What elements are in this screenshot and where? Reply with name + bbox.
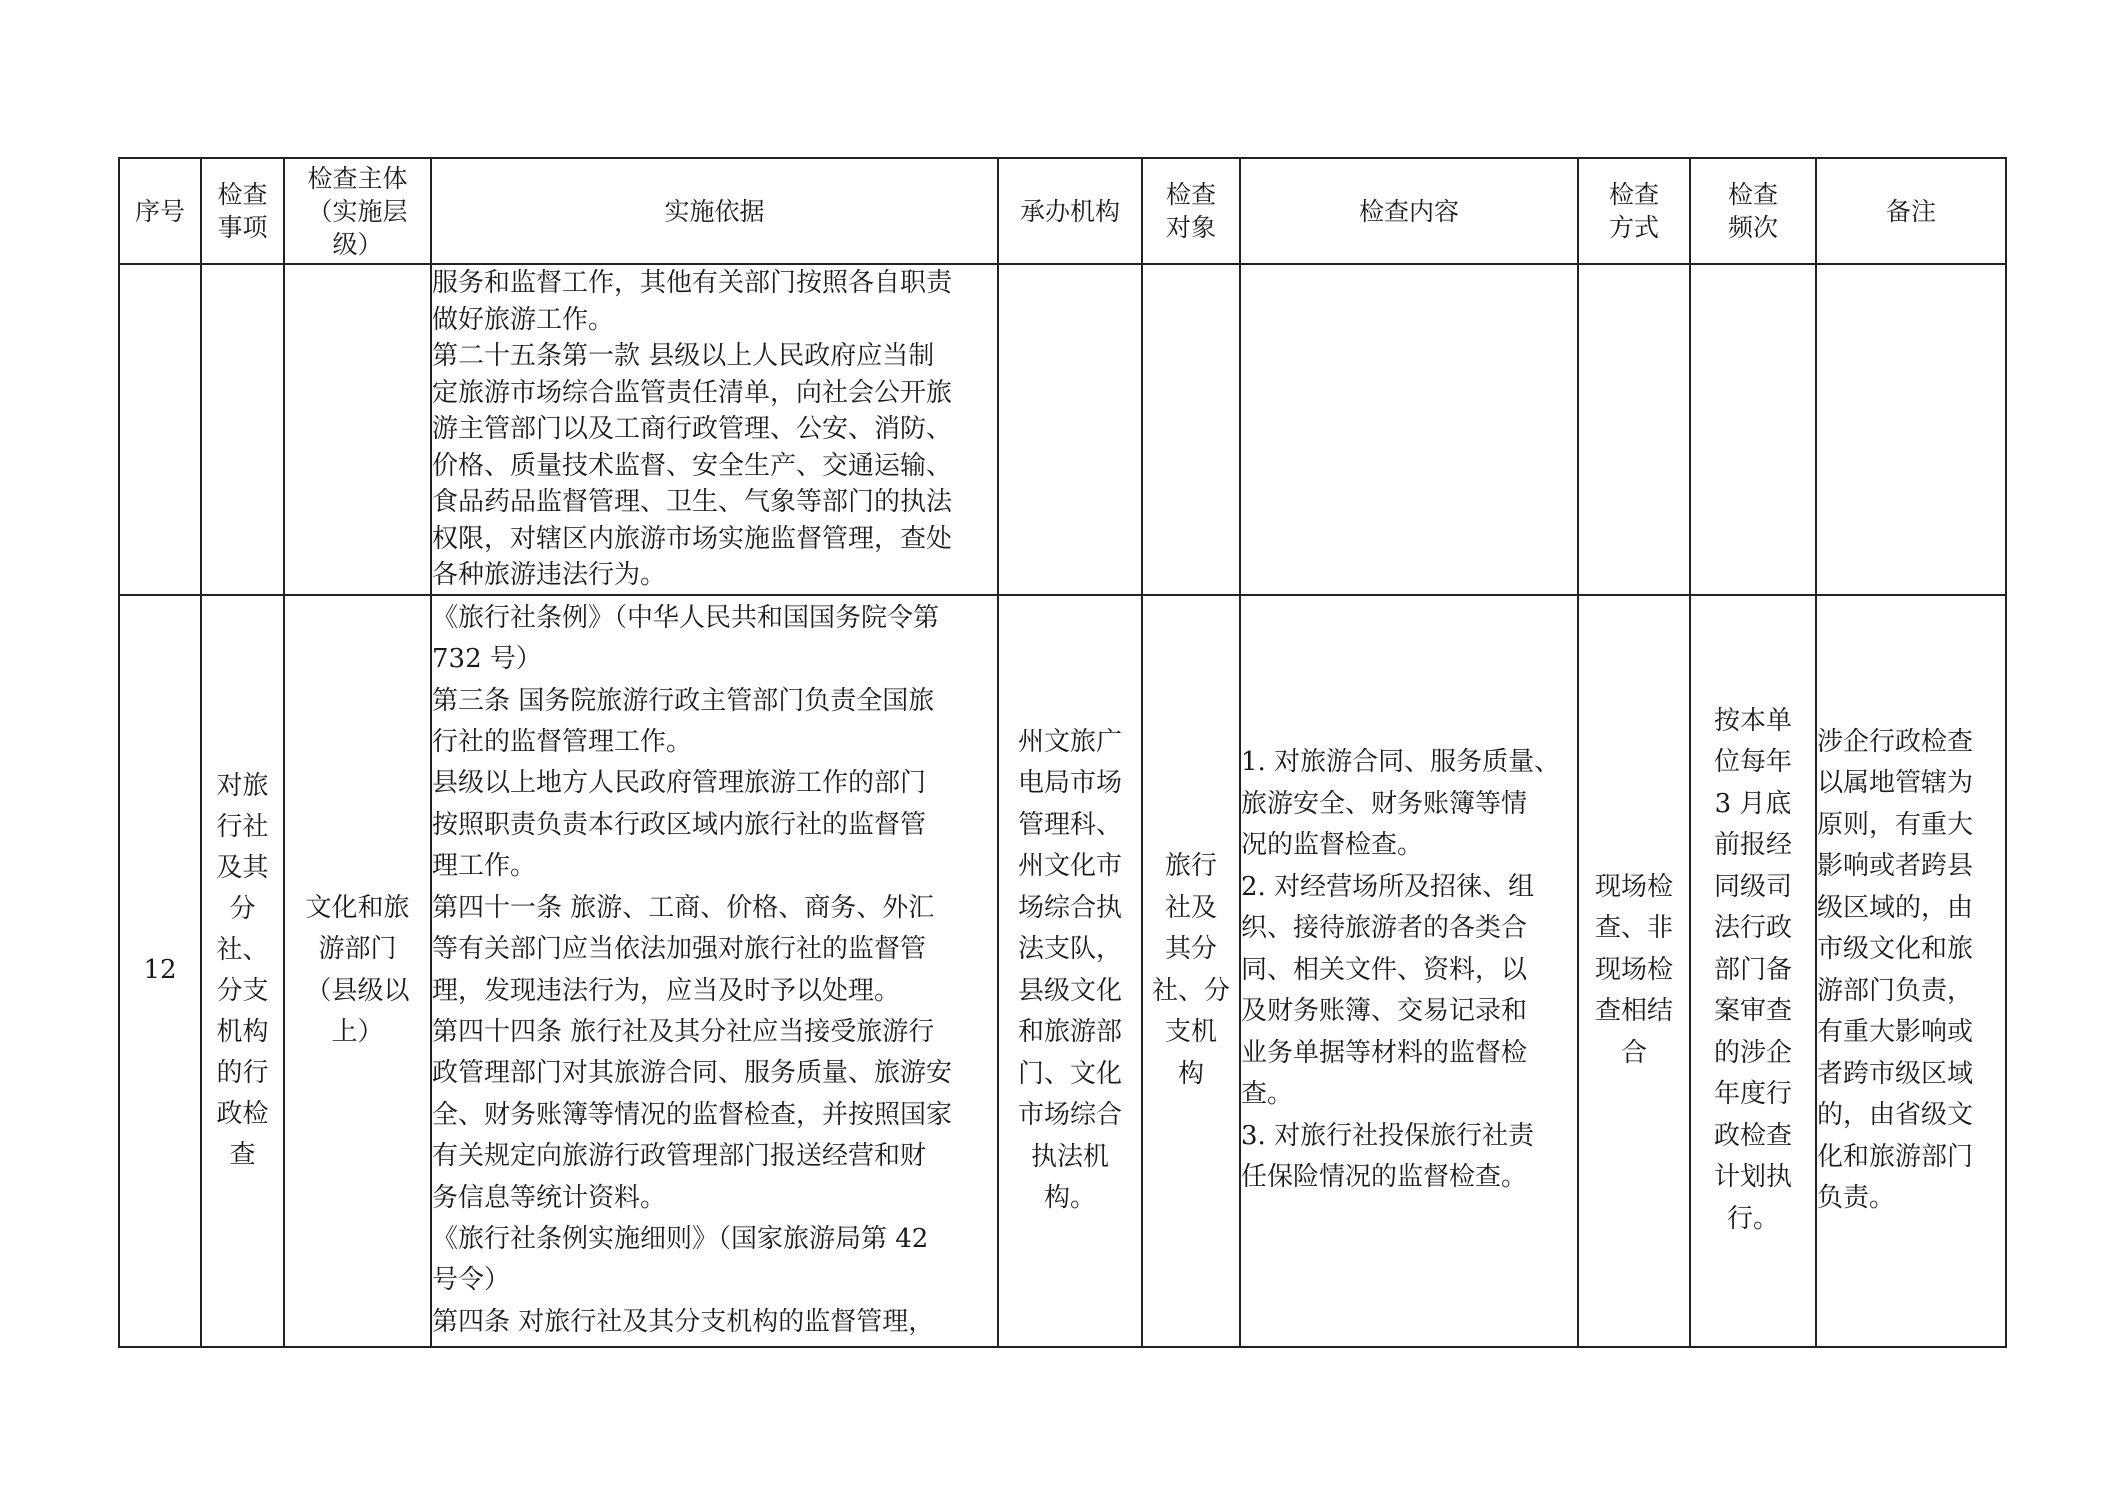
basis-line: 号令） xyxy=(432,1265,511,1296)
cell-subject: 文化和旅 游部门 （县级以 上） xyxy=(284,595,431,1347)
cell-agency-empty xyxy=(998,264,1142,595)
cell-agency: 州文旅广 电局市场 管理科、 州文化市 场综合执 法支队， 县级文化 和旅游部 门、文化 市场综合 执法机 构。 xyxy=(998,595,1142,1347)
header-seq: 序号 xyxy=(119,158,201,264)
basis-line: 食品药品监督管理、卫生、气象等部门的执法 xyxy=(432,487,953,517)
basis-line: 全、财务账簿等情况的监督检查，并按照国家 xyxy=(432,1099,953,1130)
cell-seq-empty xyxy=(119,264,201,595)
cell-object: 旅行 社及 其分 社、分 支机 构 xyxy=(1142,595,1240,1347)
basis-line: 价格、质量技术监督、安全生产、交通运输、 xyxy=(432,450,953,481)
basis-line: 务信息等统计资料。 xyxy=(432,1182,667,1213)
basis-line: 县级以上地方人民政府管理旅游工作的部门 xyxy=(432,768,927,799)
header-frequency: 检查 频次 xyxy=(1690,158,1816,264)
content-line: 2. 对经营场所及招徕、组 xyxy=(1241,871,1535,902)
content-line: 织、接待旅游者的各类合 xyxy=(1241,913,1528,944)
basis-line: 第三条 国务院旅游行政主管部门负责全国旅 xyxy=(432,685,935,716)
basis-line: 第四十一条 旅游、工商、价格、商务、外汇 xyxy=(432,892,935,923)
cell-basis-continued xyxy=(431,264,998,595)
content-line: 3. 对旅行社投保旅行社责 xyxy=(1241,1120,1535,1151)
inspection-table xyxy=(118,157,2007,1348)
cell-item-empty xyxy=(201,264,284,595)
table-row-continued xyxy=(119,264,2006,595)
basis-line: 有关规定向旅游行政管理部门报送经营和财 xyxy=(432,1141,927,1172)
cell-frequency: 按本单 位每年 3 月底 前报经 同级司 法行政 部门备 案审查 的涉企 年度行 政检查 计划执 行。 xyxy=(1690,595,1816,1347)
cell-frequency-empty xyxy=(1690,264,1816,595)
header-item: 检查 事项 xyxy=(201,158,284,264)
basis-line: 等有关部门应当依法加强对旅行社的监督管 xyxy=(432,934,927,965)
basis-line: 服务和监督工作，其他有关部门按照各自职责 xyxy=(432,268,953,298)
basis-line: 权限，对辖区内旅游市场实施监督管理，查处 xyxy=(432,523,953,554)
cell-object-empty xyxy=(1142,264,1240,595)
header-agency: 承办机构 xyxy=(998,158,1142,264)
content-line: 查。 xyxy=(1241,1079,1294,1110)
header-object: 检查 对象 xyxy=(1142,158,1240,264)
header-row xyxy=(119,158,2006,264)
basis-line: 行社的监督管理工作。 xyxy=(432,727,693,758)
basis-line: 理，发现违法行为，应当及时予以处理。 xyxy=(432,975,901,1006)
content-line: 业务单据等材料的监督检 xyxy=(1241,1037,1528,1068)
basis-line: 732 号） xyxy=(432,644,542,675)
cell-remarks: 涉企行政检查 以属地管辖为 原则，有重大 影响或者跨县 级区域的，由 市级文化和旅 游部门负责， 有重大影响或 者跨市级区域 的，由省级文 化和旅游部门 负责。 xyxy=(1816,595,2006,1347)
header-subject: 检查主体 （实施层 级） xyxy=(284,158,431,264)
cell-remarks-empty xyxy=(1816,264,2006,595)
cell-method: 现场检 查、非 现场检 查相结 合 xyxy=(1578,595,1690,1347)
basis-line: 做好旅游工作。 xyxy=(432,304,615,335)
cell-subject-empty xyxy=(284,264,431,595)
basis-line: 游主管部门以及工商行政管理、公安、消防、 xyxy=(432,414,953,444)
basis-line: 第四十四条 旅行社及其分社应当接受旅游行 xyxy=(432,1016,935,1047)
header-method: 检查 方式 xyxy=(1578,158,1690,264)
cell-content-empty xyxy=(1240,264,1578,595)
cell-method-empty xyxy=(1578,264,1690,595)
basis-line: 理工作。 xyxy=(432,851,537,882)
basis-line: 按照职责负责本行政区域内旅行社的监督管 xyxy=(432,809,927,840)
basis-line: 《旅行社条例》（中华人民共和国国务院令第 xyxy=(432,602,940,633)
basis-line: 政管理部门对其旅游合同、服务质量、旅游安 xyxy=(432,1058,953,1089)
cell-content xyxy=(1240,595,1578,1347)
table-row-12 xyxy=(119,595,2006,1347)
header-remarks: 备注 xyxy=(1816,158,2006,264)
basis-line: 第四条 对旅行社及其分支机构的监督管理， xyxy=(432,1306,935,1337)
content-line: 同、相关文件、资料，以 xyxy=(1241,954,1528,985)
cell-item: 对旅 行社 及其 分 社、 分支 机构 的行 政检 查 xyxy=(201,595,284,1347)
content-line: 况的监督检查。 xyxy=(1241,830,1424,861)
header-basis: 实施依据 xyxy=(431,158,998,264)
content-line: 旅游安全、财务账簿等情 xyxy=(1241,788,1528,819)
content-line: 任保险情况的监督检查。 xyxy=(1241,1162,1528,1193)
basis-line: 《旅行社条例实施细则》（国家旅游局第 42 xyxy=(432,1223,929,1254)
content-line: 及财务账簿、交易记录和 xyxy=(1241,996,1528,1027)
basis-line: 各种旅游违法行为。 xyxy=(432,560,667,590)
content-line: 1. 对旅游合同、服务质量、 xyxy=(1241,747,1561,778)
header-content: 检查内容 xyxy=(1240,158,1578,264)
basis-line: 定旅游市场综合监管责任清单，向社会公开旅 xyxy=(432,377,953,408)
cell-seq: 12 xyxy=(119,595,201,1347)
basis-line: 第二十五条第一款 县级以上人民政府应当制 xyxy=(432,341,935,371)
cell-basis xyxy=(431,595,998,1347)
